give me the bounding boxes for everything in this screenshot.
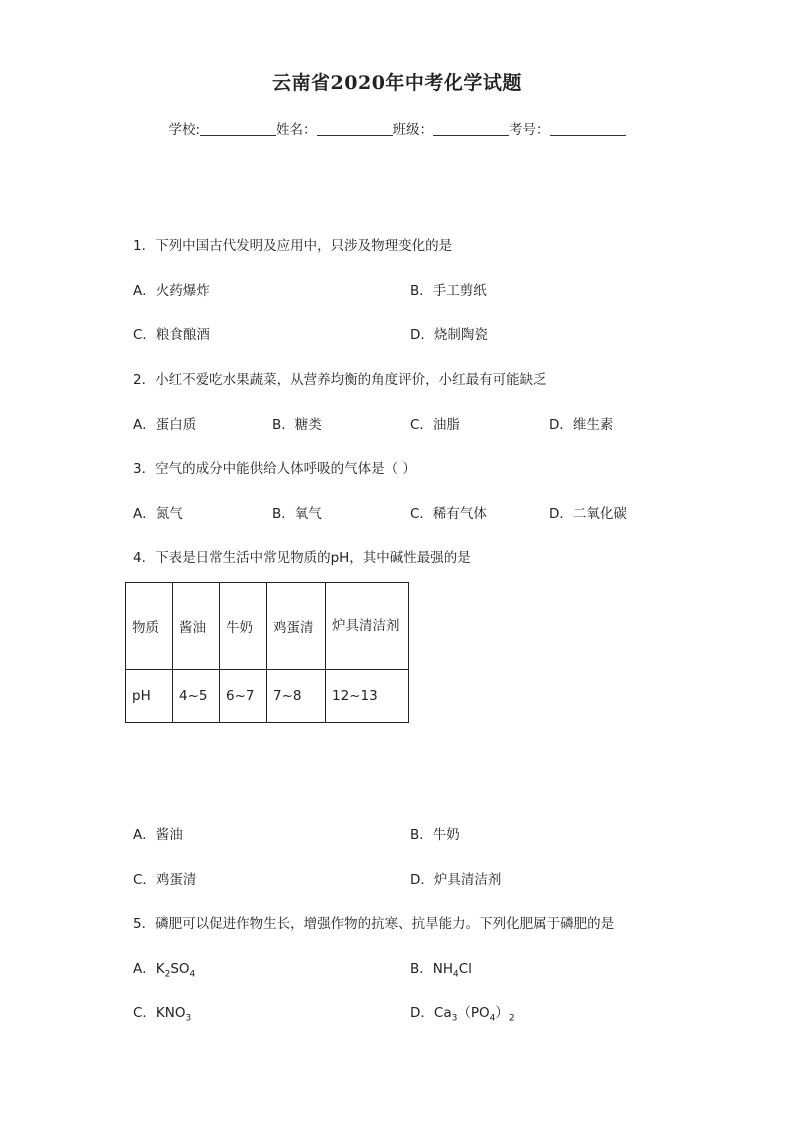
- question-4-option-b: B．牛奶: [410, 827, 460, 843]
- table-row: [126, 670, 409, 723]
- table-cell: 牛奶: [220, 583, 267, 670]
- table-cell: 酱油: [173, 583, 220, 670]
- school-blank: [200, 121, 276, 136]
- question-3-option-a: A．氮气: [133, 506, 183, 522]
- question-3-option-c: C．稀有气体: [410, 506, 487, 522]
- question-4-option-d: D．炉具清洁剂: [410, 872, 502, 888]
- question-4-stem: 4．下表是日常生活中常见物质的pH，其中碱性最强的是: [133, 550, 471, 566]
- question-4-option-a: A．酱油: [133, 827, 183, 843]
- question-1-option-b: B．手工剪纸: [410, 283, 487, 299]
- table-cell: 12~13: [326, 670, 409, 723]
- table-cell: 7~8: [267, 670, 326, 723]
- question-1-option-d: D．烧制陶瓷: [410, 327, 488, 343]
- question-5-stem: 5．磷肥可以促进作物生长，增强作物的抗寒、抗旱能力。下列化肥属于磷肥的是: [133, 916, 615, 932]
- exam-number-label: 考号：: [509, 122, 550, 138]
- table-cell: pH: [126, 670, 173, 723]
- class-label: 班级：: [392, 122, 434, 138]
- question-4-option-c: C．鸡蛋清: [133, 872, 197, 888]
- question-1-option-a: A．火药爆炸: [133, 283, 210, 299]
- school-label: 学校:: [168, 122, 201, 138]
- question-5-option-a: A．$K_2SO_4$: [133, 961, 196, 980]
- question-5-option-b: B．$NH_4Cl$: [410, 961, 472, 980]
- question-5-option-c: C．$KNO_3$: [133, 1005, 192, 1024]
- question-2-option-d: D．维生素: [549, 417, 614, 433]
- table-cell: 4~5: [173, 670, 220, 723]
- question-2-option-b: B．糖类: [272, 417, 322, 433]
- table-row: [126, 583, 409, 670]
- question-1-option-c: C．粮食酿酒: [133, 327, 210, 343]
- student-info-row: [0, 118, 794, 138]
- page-title: 云南省2020年中考化学试题: [272, 72, 522, 94]
- question-2-option-c: C．油脂: [410, 417, 460, 433]
- table-cell: 炉具清洁剂: [326, 583, 409, 670]
- name-blank: [317, 121, 393, 136]
- question-2-option-a: A．蛋白质: [133, 417, 197, 433]
- class-blank: [433, 121, 509, 136]
- ph-table: [125, 582, 409, 723]
- question-1-stem: 1．下列中国古代发明及应用中，只涉及物理变化的是: [133, 238, 453, 254]
- question-2-stem: 2．小红不爱吃水果蔬菜，从营养均衡的角度评价，小红最有可能缺乏: [133, 372, 547, 388]
- table-cell: 鸡蛋清: [267, 583, 326, 670]
- table-cell: 物质: [126, 583, 173, 670]
- question-3-stem: 3．空气的成分中能供给人体呼吸的气体是（ ）: [133, 461, 416, 477]
- question-3-option-d: D．二氧化碳: [549, 506, 627, 522]
- exam-number-blank: [550, 121, 626, 136]
- question-5-option-d: D．$Ca_3(PO_4)_2$: [410, 1005, 515, 1024]
- question-3-option-b: B．氧气: [272, 506, 322, 522]
- name-label: 姓名：: [276, 122, 317, 138]
- table-cell: 6~7: [220, 670, 267, 723]
